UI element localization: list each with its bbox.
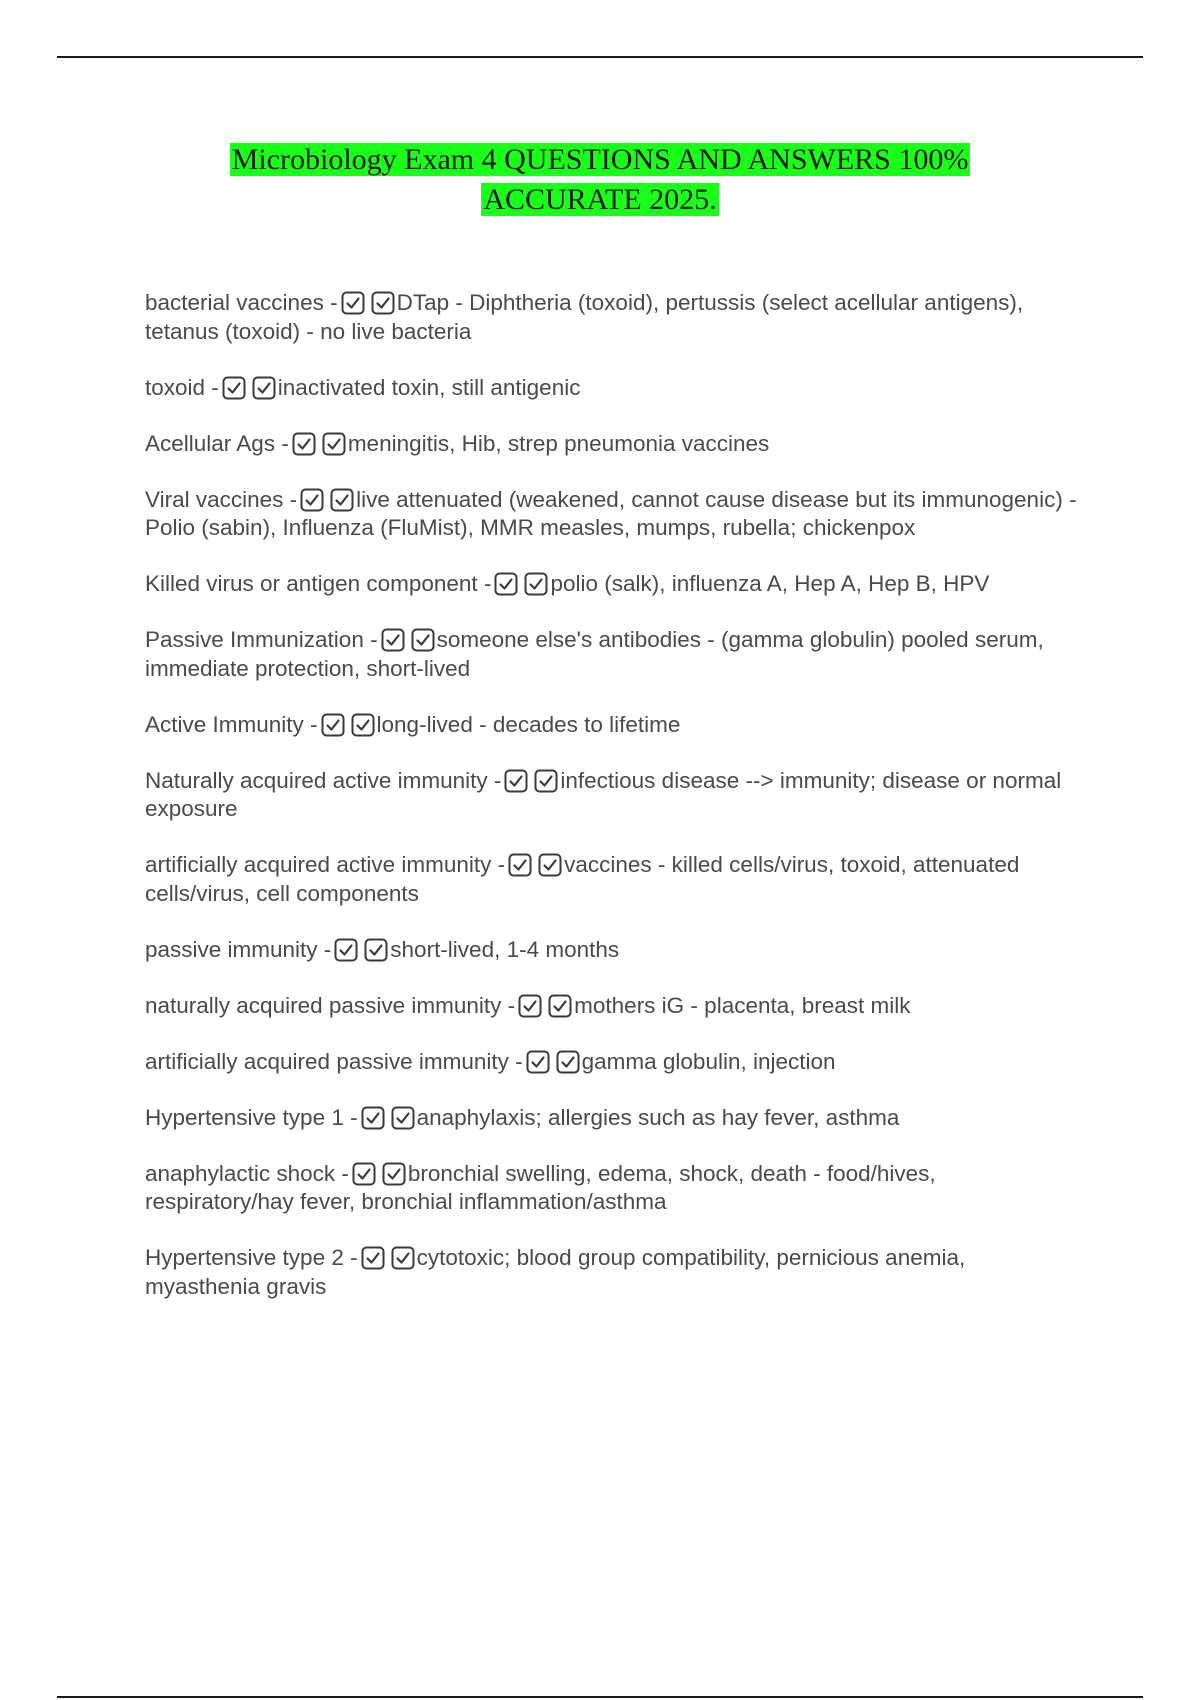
qa-item [145, 1160, 1080, 1217]
qa-answer: polio (salk), influenza A, Hep A, Hep B, HPV [550, 571, 990, 596]
checked-box-icon [494, 572, 518, 596]
qa-term: artificially acquired active immunity - [145, 852, 506, 877]
checked-box-icon [504, 769, 528, 793]
checked-box-icon [524, 572, 548, 596]
qa-item [145, 851, 1080, 908]
checked-box-icon [300, 488, 324, 512]
checked-box-icon [526, 1050, 550, 1074]
qa-term: Hypertensive type 1 - [145, 1104, 358, 1130]
checked-box-icon [391, 1106, 415, 1130]
qa-answer: bronchial swelling, edema, shock, death - food/hives, respiratory/hay fever, bronchial inflammation/asthma [145, 1160, 936, 1214]
checked-box-icon [508, 853, 532, 877]
checked-box-icon [411, 628, 435, 652]
document-title [0, 140, 1200, 220]
qa-item [145, 711, 1080, 740]
checked-box-icon [222, 376, 246, 400]
qa-term: Acellular Ags - [145, 430, 289, 456]
qa-answer: someone else's antibodies - (gamma globulin) pooled serum, immediate protection, short-lived [145, 627, 1044, 681]
qa-answer: short-lived, 1-4 months [390, 936, 620, 962]
checked-box-icon [518, 994, 542, 1018]
qa-item [145, 767, 1080, 824]
checked-box-icon [361, 1246, 385, 1270]
checked-box-icon [381, 628, 405, 652]
qa-item [145, 626, 1080, 683]
checked-box-icon [548, 994, 572, 1018]
qa-answer: vaccines - killed cells/virus, toxoid, attenuated cells/virus, cell components [145, 852, 1020, 906]
checked-box-icon [321, 713, 345, 737]
qa-answer: anaphylaxis; allergies such as hay fever, asthma [416, 1104, 900, 1130]
checked-box-icon [364, 938, 388, 962]
qa-answer: long-lived - decades to lifetime [376, 711, 681, 737]
checked-box-icon [334, 938, 358, 962]
qa-item [145, 992, 1080, 1021]
qa-term: artificially acquired passive immunity - [145, 1048, 523, 1074]
checked-box-icon [351, 713, 375, 737]
qa-item [145, 1244, 1080, 1301]
qa-list [145, 289, 1080, 1329]
qa-item [145, 570, 1080, 599]
qa-answer: DTap - Diphtheria (toxoid), pertussis (select acellular antigens), tetanus (toxoid) - no live bacteria [145, 290, 1024, 344]
qa-answer: cytotoxic; blood group compatibility, pernicious anemia, myasthenia gravis [145, 1245, 966, 1299]
checked-box-icon [292, 432, 316, 456]
checked-box-icon [534, 769, 558, 793]
checked-box-icon [330, 488, 354, 512]
qa-item [145, 1048, 1080, 1077]
qa-item [145, 374, 1080, 403]
qa-term: Active Immunity - [145, 711, 318, 737]
checked-box-icon [391, 1246, 415, 1270]
qa-term: Killed virus or antigen component - [145, 571, 492, 596]
qa-term: naturally acquired passive immunity - [145, 992, 516, 1018]
qa-term: toxoid - [145, 374, 219, 400]
qa-term: bacterial vaccines - [145, 290, 338, 315]
checked-box-icon [382, 1162, 406, 1186]
qa-answer: meningitis, Hib, strep pneumonia vaccines [347, 430, 770, 456]
checked-box-icon [352, 1162, 376, 1186]
qa-answer: infectious disease --> immunity; disease or normal exposure [145, 767, 1062, 821]
checked-box-icon [371, 291, 395, 315]
checked-box-icon [341, 291, 365, 315]
title-line-2: ACCURATE 2025. [483, 183, 717, 216]
qa-item [145, 430, 1080, 459]
qa-term: Naturally acquired active immunity - [145, 767, 502, 793]
qa-term: Hypertensive type 2 - [145, 1245, 358, 1270]
qa-answer: mothers iG - placenta, breast milk [574, 992, 911, 1018]
checked-box-icon [252, 376, 276, 400]
bottom-rule [57, 1696, 1143, 1698]
qa-item [145, 486, 1080, 543]
qa-term: Viral vaccines - [145, 486, 298, 512]
qa-answer: live attenuated (weakened, cannot cause disease but its immunogenic) - Polio (sabin), Influenza (FluMist), MMR measles, mumps, rubella; chickenpox [145, 486, 1077, 540]
title-line-1: Microbiology Exam 4 QUESTIONS AND ANSWERS 100% [231, 143, 969, 176]
qa-term: Passive Immunization - [145, 627, 378, 652]
qa-term: passive immunity - [145, 936, 332, 962]
qa-item [145, 936, 1080, 965]
qa-item [145, 1104, 1080, 1133]
checked-box-icon [538, 853, 562, 877]
qa-answer: gamma globulin, injection [581, 1048, 836, 1074]
qa-term: anaphylactic shock - [145, 1160, 349, 1186]
checked-box-icon [361, 1106, 385, 1130]
top-rule [57, 56, 1143, 58]
checked-box-icon [556, 1050, 580, 1074]
checked-box-icon [322, 432, 346, 456]
qa-item [145, 289, 1080, 346]
qa-answer: inactivated toxin, still antigenic [277, 374, 581, 400]
